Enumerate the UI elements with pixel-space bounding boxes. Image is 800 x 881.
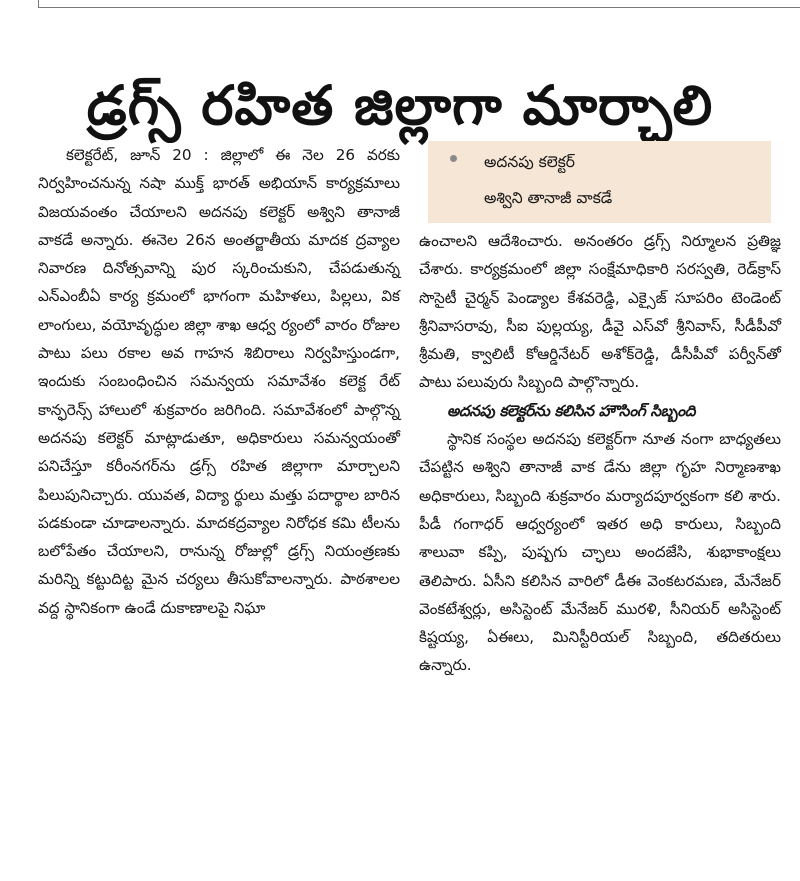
top-frame-rule <box>38 0 800 8</box>
right-column-paragraph-2: స్థానిక సంస్థల అదనపు కలెక్టర్‌గా నూత నంగా బాధ్యతలు చేపట్టిన అశ్విని తానాజీ వాక డేను జిల్లా గృహ నిర్మాణశాఖ అధికారులు, సిబ్బంది శుక్రవారం మర్యాదపూర్వకంగా కలి శారు. పీడీ గంగాధర్ ఆధ్వర్యంలో ఇతర అధి కారులు, సిబ్బంది శాలువా కప్పి, పుష్పగు చ్ఛాలు అందజేసి, శుభాకాంక్షలు తెలిపారు. ఏసీని కలిసిన వారిలో డీఈ వెంకటరమణ, మేనేజర్ వెంకటేశ్వర్లు, అసిస్టెంట్ మేనేజర్ మురళి, సీనియర్ అసిస్టెంట్ కిష్టయ్య, ఏఈలు, మినిస్టీరియల్ సిబ్బంది, తదితరులు ఉన్నారు. <box>419 430 781 675</box>
right-column-paragraph: ఉంచాలని ఆదేశించారు. అనంతరం డ్రగ్స్ నిర్మూలన ప్రతిజ్ఞ చేశారు. కార్యక్రమంలో జిల్లా సంక్షేమాధికారి సరస్వతి, రెడ్‌క్రాస్ సొసైటీ చైర్మన్ పెండ్యాల కేశవరెడ్డి, ఎక్సైజ్ సూపరిం టెండెంట్ శ్రీనివాసరావు, సీఐ పుల్లయ్య, డీవై ఎస్‌వో శ్రీనివాస్, సీడీపీవో శ్రీమతి, క్వాలిటీ కోఆర్డినేటర్ అశోక్‌రెడ్డి, డీసీపీవో పర్వీన్‌తో పాటు పలువురు సిబ్బంది పాల్గొన్నారు. <box>419 232 781 392</box>
highlight-line-2: అశ్విని తానాజీ వాకడే <box>484 189 613 207</box>
highlight-box <box>428 141 771 223</box>
left-column-paragraph: కలెక్టరేట్, జూన్ 20 : జిల్లాలో ఈ నెల 26 వరకు నిర్వహించనున్న నషా ముక్త్ భారత్ అభియాన్ కార్యక్రమాలు విజయవంతం చేయాలని అదనపు కలెక్టర్ అశ్విని తానాజీ వాకడే అన్నారు. ఈనెల 26న అంతర్జాతీయ మాదక ద్రవ్యాల నివారణ దినోత్సవాన్ని పుర స్కరించుకుని, చేపడుతున్న ఎన్ఎంబీఏ కార్య క్రమంలో భాగంగా మహిళలు, పిల్లలు, విక లాంగులు, వయోవృద్ధుల జిల్లా శాఖ ఆధ్వ ర్యంలో వారం రోజుల పాటు పలు రకాల అవ గాహన శిబిరాలు నిర్వహిస్తుండగా, ఇందుకు సంబంధించిన సమన్వయ సమావేశం కలెక్ట రేట్ కాన్ఫరెన్స్ హాలులో శుక్రవారం జరిగింది. సమావేశంలో పాల్గొన్న అదనపు కలెక్టర్ మాట్లాడుతూ, అధికారులు సమన్వయంతో పనిచేస్తూ కరీంనగర్‌ను డ్రగ్స్ రహిత జిల్లాగా మార్చాలని పిలుపునిచ్చారు. యువత, విద్యా ర్థులు మత్తు పదార్థాల బారిన పడకుండా చూడాలన్నారు. మాదకద్రవ్యాల నిరోధక కమి టీలను బలోపేతం చేయాలని, రానున్న రోజుల్లో డ్రగ్స్ నియంత్రణకు మరిన్ని కట్టుదిట్ట మైన చర్యలు తీసుకోవాలన్నారు. పాఠశాలల వద్ద స్థానికంగా ఉండే దుకాణాలపై నిఘా <box>38 146 400 617</box>
right-column <box>419 227 781 680</box>
left-column <box>38 141 400 622</box>
bullet-icon <box>450 155 457 162</box>
subheading: అదనపు కలెక్టర్‌ను కలిసిన హౌసింగ్ సిబ్బంది <box>447 401 696 420</box>
headline: డ్రగ్స్ రహిత జిల్లాగా మార్చాలి <box>86 74 714 138</box>
highlight-line-1: అదనపు కలెక్టర్ <box>484 153 575 171</box>
